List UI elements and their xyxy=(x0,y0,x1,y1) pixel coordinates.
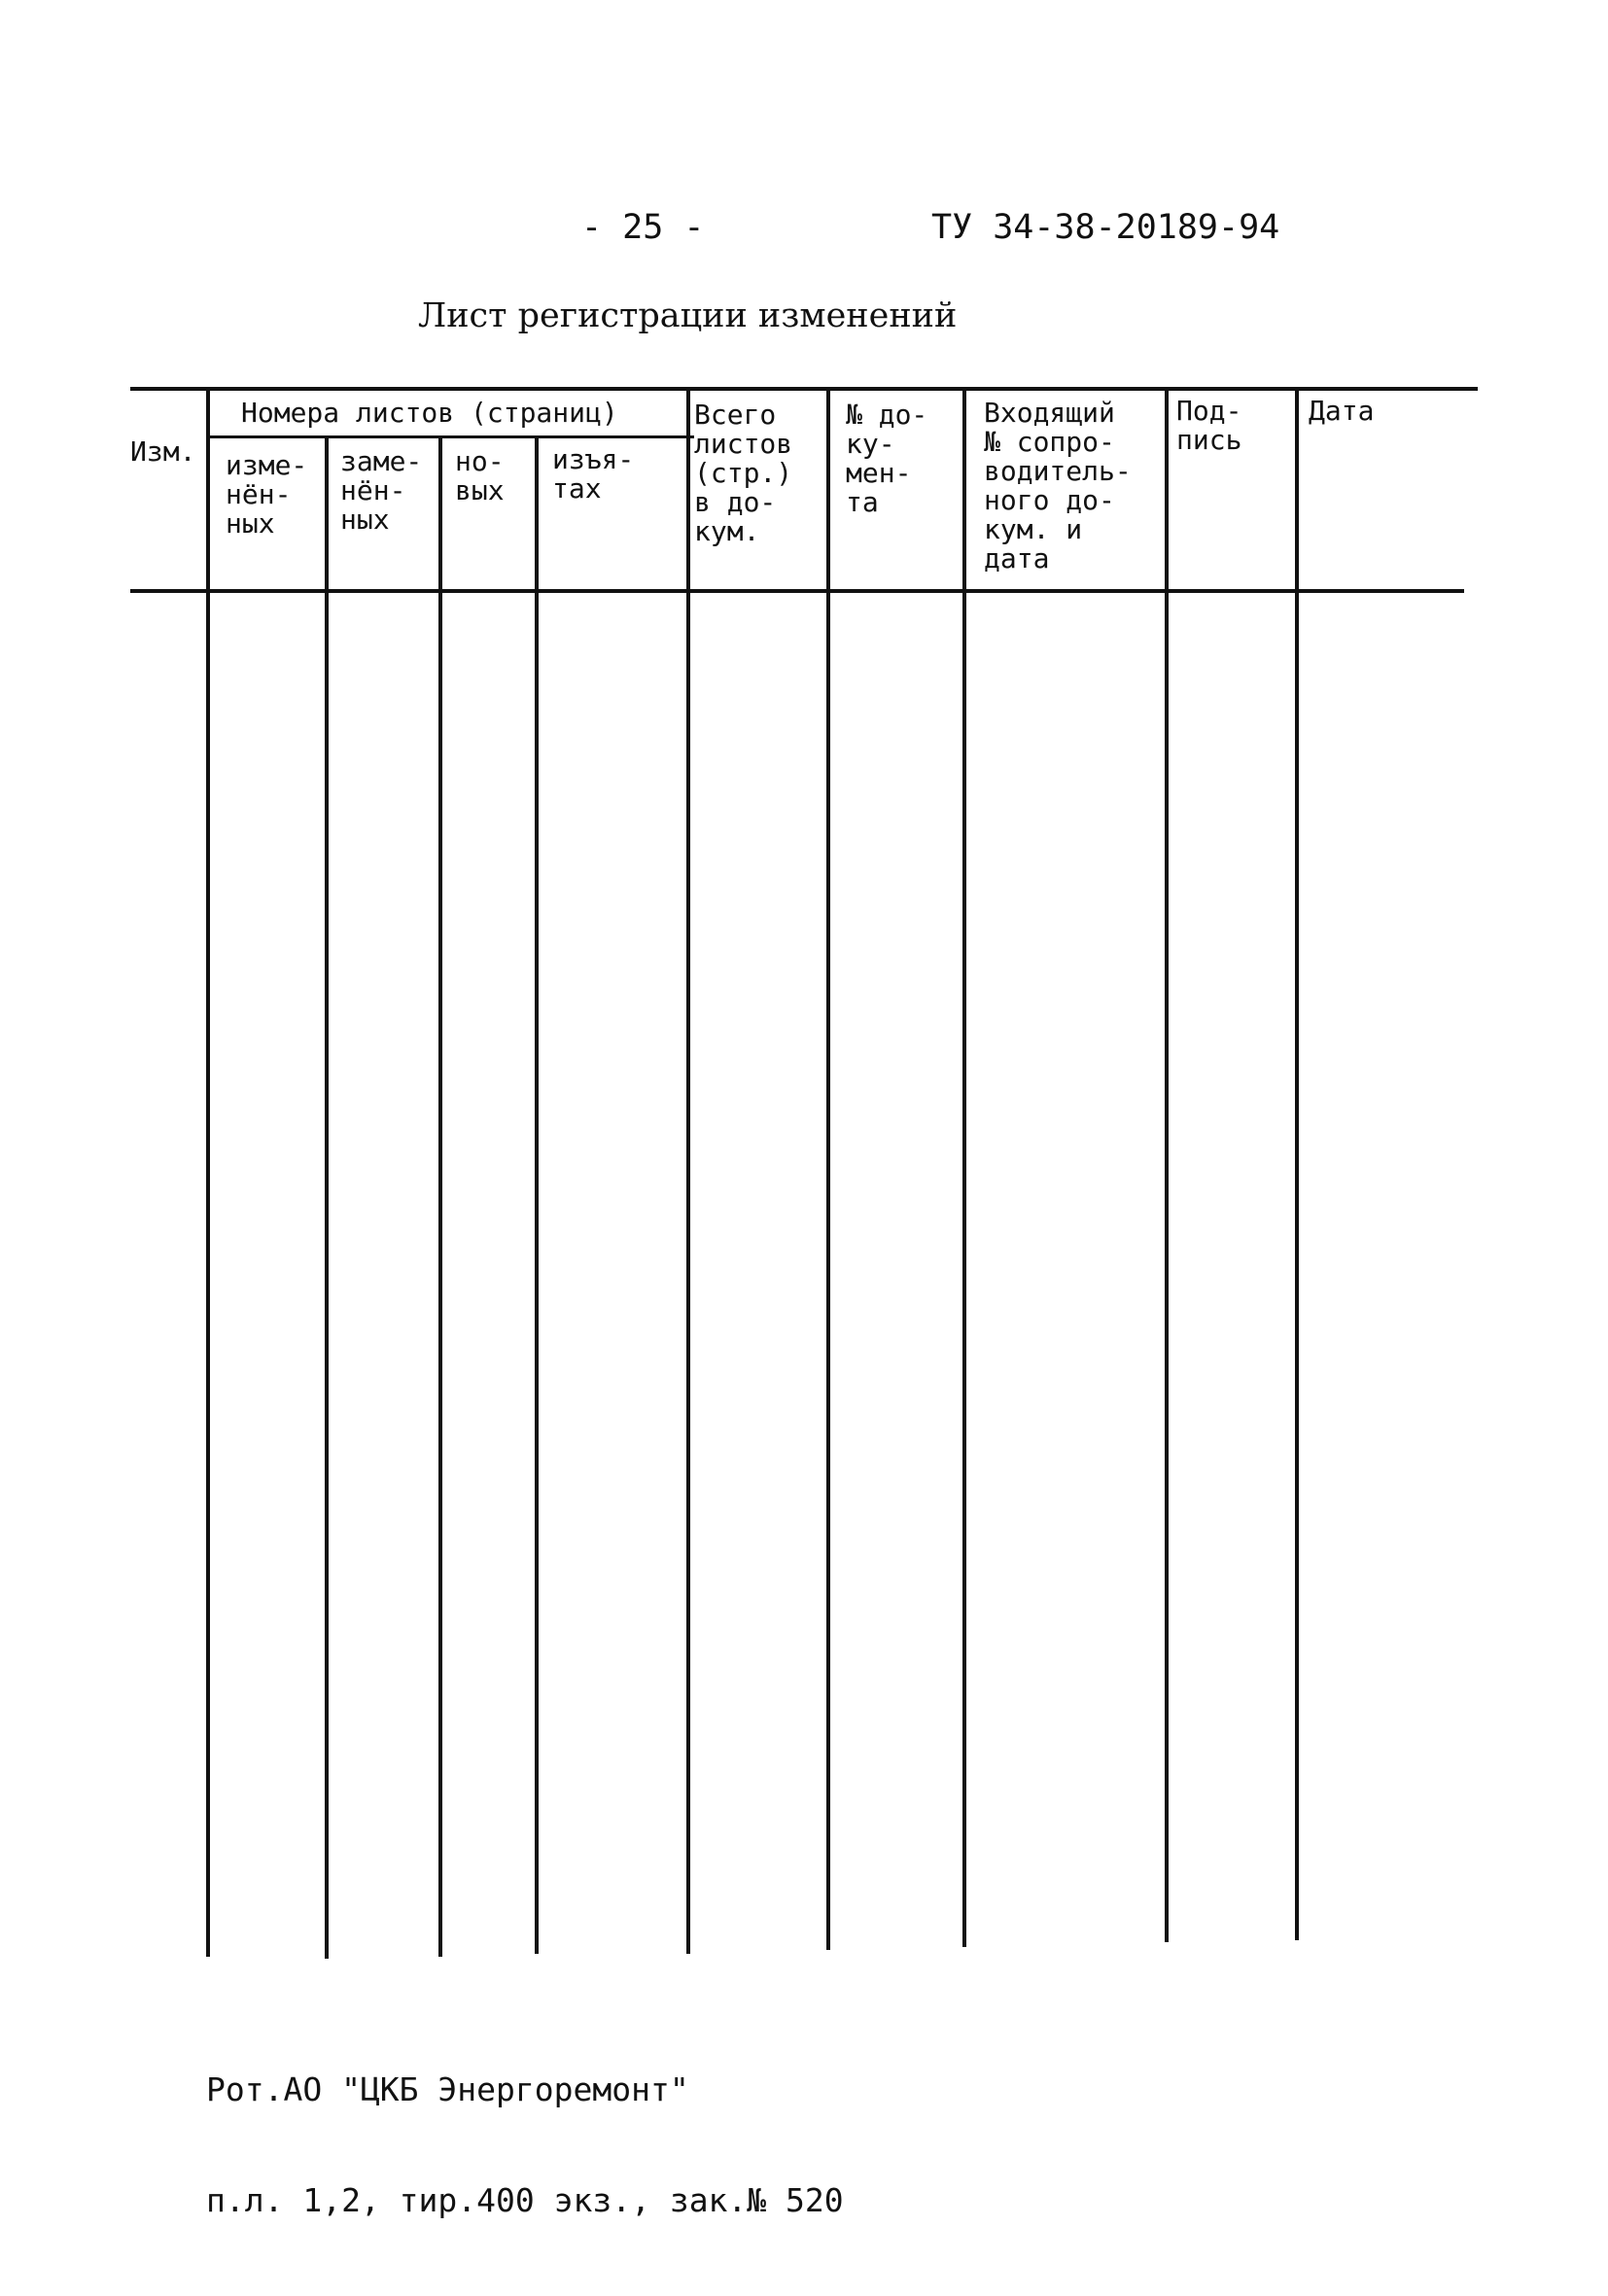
header-replaced: заме- нён- ных xyxy=(340,445,423,536)
header-doc-number: № до- ку- мен- та xyxy=(846,399,928,518)
header-new: но- вых xyxy=(455,445,505,506)
col-divider-2 xyxy=(325,437,329,1959)
group-header-rule xyxy=(208,435,694,438)
header-signature: Под- пись xyxy=(1176,395,1242,456)
col-divider-8 xyxy=(1165,387,1169,1942)
header-changed: изме- нён- ных xyxy=(226,449,308,539)
imprint-line-2: п.л. 1,2, тир.400 экз., зак.№ 520 xyxy=(206,2181,844,2219)
col-divider-6 xyxy=(826,387,830,1950)
header-total-sheets: Всего листов (стр.) в до- кум. xyxy=(694,399,793,547)
col-divider-1 xyxy=(206,387,210,1957)
page-number: - 25 - xyxy=(581,208,705,247)
change-registration-table xyxy=(130,387,1478,1962)
table-top-rule xyxy=(130,387,1478,391)
col-divider-5 xyxy=(686,387,690,1954)
print-imprint xyxy=(206,1998,844,2256)
header-izm: Изм. xyxy=(130,435,196,468)
sheet-title: Лист регистрации изменений xyxy=(418,296,958,335)
header-bottom-rule xyxy=(130,589,1464,593)
header-incoming-doc: Входящий № сопро- водитель- ного до- кум. и дата xyxy=(984,397,1132,574)
col-divider-9 xyxy=(1295,387,1299,1940)
imprint-line-1: Рот.АО "ЦКБ Энергоремонт" xyxy=(206,2070,689,2108)
col-divider-4 xyxy=(535,437,539,1954)
document-code: ТУ 34-38-20189-94 xyxy=(931,208,1280,247)
col-divider-3 xyxy=(438,437,442,1957)
header-sheet-numbers: Номера листов (страниц) xyxy=(241,397,618,429)
header-removed: изъя- тах xyxy=(552,443,635,504)
header-date: Дата xyxy=(1309,395,1375,427)
col-divider-7 xyxy=(962,387,966,1947)
